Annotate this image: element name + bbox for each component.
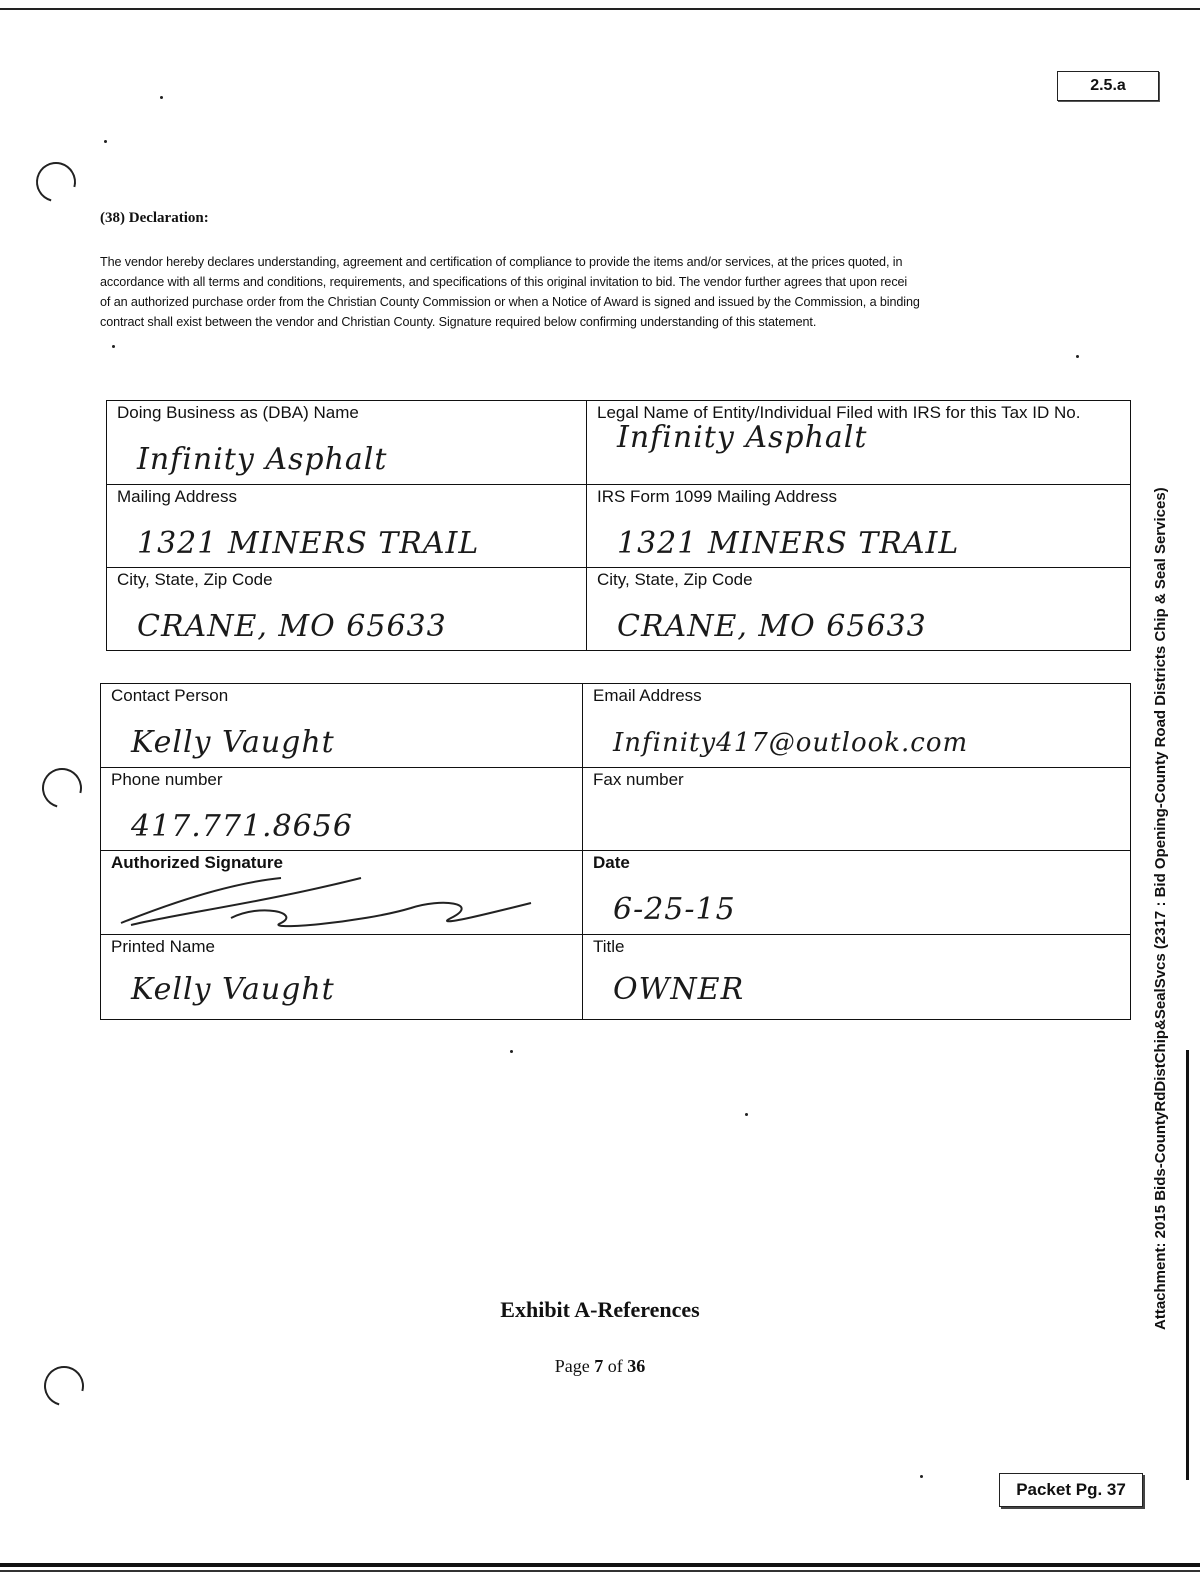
declaration-line: of an authorized purchase order from the Christian County Commission or when a Notice of Award is signed and issued by the Commission, a binding [100,295,920,309]
printed-name-value[interactable]: Kelly Vaught [131,972,335,1007]
page-of: of [603,1356,628,1376]
declaration-heading: (38) Declaration: [100,210,209,226]
date-label: Date [593,853,630,872]
legal-name-value[interactable]: Infinity Asphalt [617,420,868,455]
irs-mailing-address-value[interactable]: 1321 MINERS TRAIL [617,526,960,561]
declaration-body [100,252,1120,332]
contact-person-value[interactable]: Kelly Vaught [131,725,335,760]
printed-name-cell [101,935,583,1020]
declaration-line: contract shall exist between the vendor and Christian County. Signature required below confirming understanding of this statement. [100,315,817,329]
city-state-zip-cell [107,568,587,651]
email-cell [583,684,1131,768]
exhibit-title: Exhibit A-References [500,1297,700,1322]
dba-label: Doing Business as (DBA) Name [117,403,359,422]
section-tag-text: 2.5.a [1090,77,1126,94]
email-label: Email Address [593,686,702,705]
dba-cell [107,401,587,485]
title-value[interactable]: OWNER [613,972,745,1007]
legal-name-cell [587,401,1131,485]
section-tag [1057,71,1159,101]
irs-city-state-zip-value[interactable]: CRANE, MO 65633 [617,609,927,644]
declaration-line: The vendor hereby declares understanding, agreement and certification of compliance to provide the items and/or services, at the prices quoted, in [100,255,903,269]
legal-name-label: Legal Name of Entity/Individual Filed with IRS for this Tax ID No. [597,403,1081,422]
packet-page-text: Packet Pg. 37 [1016,1480,1126,1499]
irs-city-state-zip-cell [587,568,1131,651]
irs-city-state-zip-label: City, State, Zip Code [597,570,753,589]
page-total: 36 [627,1356,646,1376]
fax-cell [583,768,1131,851]
irs-mailing-address-cell [587,485,1131,568]
signature-cell [101,851,583,935]
title-cell [583,935,1131,1020]
mailing-address-label: Mailing Address [117,487,238,506]
phone-value[interactable]: 417.771.8656 [131,809,353,844]
dba-value[interactable]: Infinity Asphalt [137,442,388,477]
title-label: Title [593,937,625,956]
page-number [0,1356,1200,1377]
fax-label: Fax number [593,770,684,789]
bottom-rule [0,1570,1200,1572]
side-bar [1186,1050,1189,1480]
contact-person-label: Contact Person [111,686,229,705]
phone-cell [101,768,583,851]
packet-page-box [999,1473,1143,1507]
bottom-rule [0,1563,1200,1567]
city-state-zip-value[interactable]: CRANE, MO 65633 [137,609,447,644]
handwritten-signature[interactable] [111,873,561,933]
irs-mailing-address-label: IRS Form 1099 Mailing Address [597,487,837,506]
scan-speck [104,140,107,143]
attachment-side-note: Attachment: 2015 Bids-CountyRdDistChip&SealSvcs (2317 : Bid Opening-County Road Districts Chip & Seal Services) [1152,487,1169,1330]
email-value[interactable]: Infinity417@outlook.com [613,728,969,758]
contact-person-cell [101,684,583,768]
date-cell [583,851,1131,935]
top-rule [0,8,1200,10]
page-current: 7 [594,1356,604,1376]
scan-speck [160,96,163,99]
punch-hole-icon [35,761,90,816]
phone-label: Phone number [111,770,223,789]
scan-speck [510,1050,513,1053]
signature-label: Authorized Signature [111,853,283,872]
date-value[interactable]: 6-25-15 [613,892,736,927]
punch-hole-icon [29,155,84,210]
contact-info-table [100,683,1131,1020]
scan-speck [745,1113,748,1116]
vendor-info-table [106,400,1131,651]
declaration-line: accordance with all terms and conditions, requirements, and specifications of this original invitation to bid. The vendor further agrees that upon recei [100,275,908,289]
mailing-address-cell [107,485,587,568]
printed-name-label: Printed Name [111,937,215,956]
scan-speck [1076,355,1079,358]
page-prefix: Page [554,1356,595,1376]
mailing-address-value[interactable]: 1321 MINERS TRAIL [137,526,480,561]
scan-speck [112,345,115,348]
city-state-zip-label: City, State, Zip Code [117,570,273,589]
scan-speck [920,1475,923,1478]
